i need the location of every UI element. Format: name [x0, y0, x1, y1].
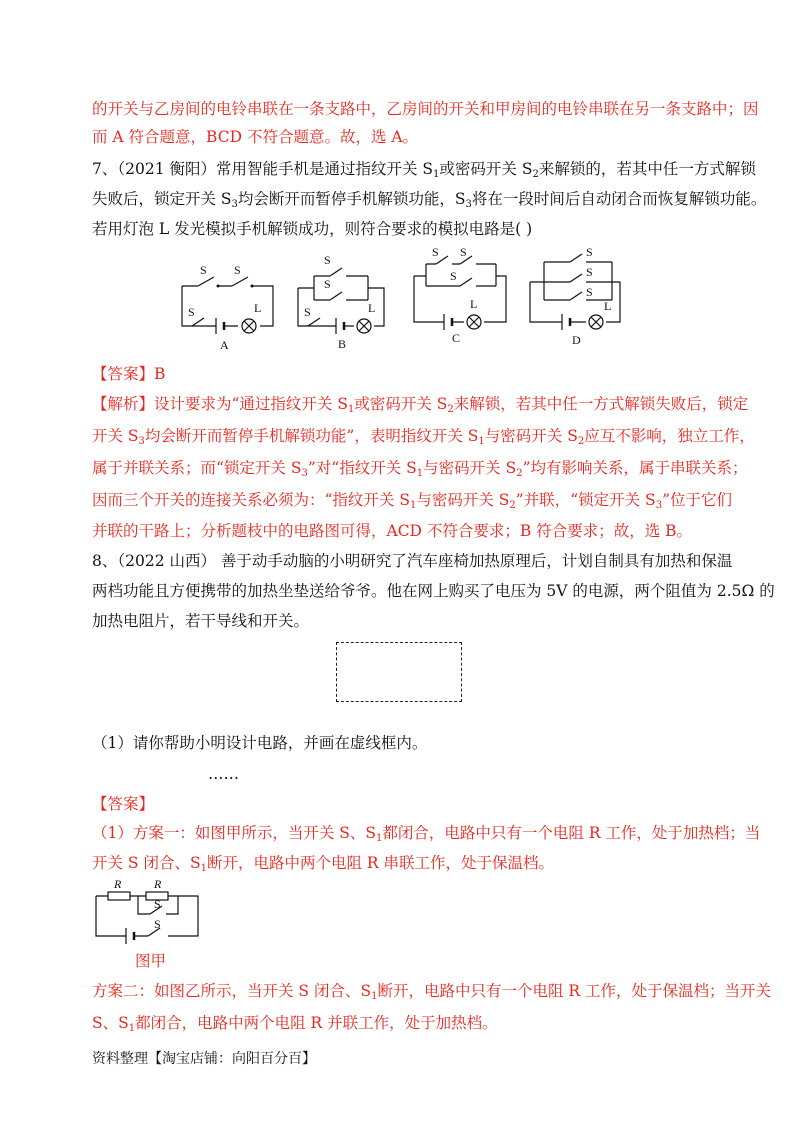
svg-text:L: L — [254, 301, 262, 315]
q8-subquestion-1: （1）请你帮助小明设计电路，并画在虚线框内。 — [92, 734, 428, 752]
svg-text:L: L — [604, 299, 612, 313]
svg-text:L: L — [368, 301, 376, 315]
figure-jia-caption: 图甲 — [135, 952, 167, 970]
q7-analysis-2: 开关 $S_3$均会断开而暂停手机解锁功能”，表明指纹开关 $S_1$与密码开关 $S_2$应互不影响，独立工作， — [92, 427, 755, 447]
svg-text:S: S — [450, 269, 457, 283]
q8-answer-1: （1）方案一：如图甲所示，当开关 S、$S_1$都闭合，电路中只有一个电阻 R 工作，处于加热档；当 — [92, 824, 761, 844]
svg-text:S: S — [154, 897, 161, 911]
svg-text:R: R — [154, 877, 162, 891]
q8-line-1: 8、（2022 山西） 善于动手动脑的小明研究了汽车座椅加热原理后，计划自制具有加热和保温 — [92, 552, 733, 570]
svg-text:A: A — [220, 338, 229, 351]
svg-text:S: S — [234, 263, 241, 277]
svg-text:R: R — [114, 877, 122, 891]
q7-analysis-5: 并联的干路上；分析题枝中的电路图可得，ACD 不符合要求；B 符合要求；故，选 B。 — [92, 522, 693, 540]
svg-text:C: C — [452, 331, 461, 345]
dashed-drawing-box — [336, 642, 462, 702]
option-c-circuit — [410, 246, 510, 346]
option-d-circuit — [526, 244, 626, 348]
q7-line-2: 失败后，锁定开关 $S_3$均会断开而暂停手机解锁功能，$S_3$将在一段时间后自动闭合而恢复解锁功能。 — [92, 190, 767, 210]
svg-text:L: L — [470, 297, 478, 311]
option-a-circuit — [178, 256, 278, 351]
svg-text:S: S — [586, 245, 593, 259]
svg-text:S: S — [200, 263, 207, 277]
svg-text:S: S — [324, 253, 331, 267]
q8-answer-tag: 【答案】 — [92, 795, 155, 813]
option-b-circuit — [294, 250, 394, 350]
svg-text:S: S — [304, 305, 311, 319]
q7-analysis-1: 【解析】设计要求为“通过指纹开关 $S_1$或密码开关 $S_2$来解锁，若其中任一方式解锁失败后，锁定 — [92, 395, 749, 415]
svg-text:S: S — [324, 277, 331, 291]
ellipsis: …… — [208, 765, 239, 783]
svg-text:S: S — [154, 917, 161, 931]
prev-analysis-line-2: 而 A 符合题意，BCD 不符合题意。故，选 A。 — [92, 128, 419, 146]
svg-text:S: S — [460, 246, 467, 259]
svg-text:B: B — [338, 337, 347, 350]
q7-line-3: 若用灯泡 L 发光模拟手机解锁成功，则符合要求的模拟电路是( ) — [92, 220, 533, 238]
q7-answer: 【答案】B — [92, 365, 166, 383]
q8-answer-2: 开关 S 闭合、$S_1$断开，电路中两个电阻 R 串联工作，处于保温档。 — [92, 854, 554, 874]
q7-line-1: 7、（2021 衡阳）常用智能手机是通过指纹开关 $S_1$或密码开关 $S_2$来解锁的，若其中任一方式解锁 — [92, 160, 756, 180]
q8-plan2-2: S、$S_1$都闭合，电路中两个电阻 R 并联工作，处于加热档。 — [92, 1014, 498, 1034]
q7-analysis-3: 属于并联关系；而“锁定开关 $S_3$”对“指纹开关 $S_1$与密码开关 $S_2$”均有影响关系，属于串联关系； — [92, 459, 748, 479]
q8-line-2: 两档功能且方便携带的加热坐垫送给爷爷。他在网上购买了电压为 5V 的电源，两个阻值为 2.5Ω 的 — [92, 582, 775, 600]
q8-plan2-1: 方案二：如图乙所示，当开关 S 闭合、$S_1$断开，电路中只有一个电阻 R 工作，处于保温档；当开关 — [92, 982, 771, 1002]
q8-line-3: 加热电阻片，若干导线和开关。 — [92, 612, 310, 630]
footer-note: 资料整理【淘宝店铺：向阳百分百】 — [92, 1051, 316, 1067]
svg-text:S: S — [586, 265, 593, 279]
svg-text:S: S — [188, 305, 195, 319]
figure-jia-circuit — [94, 876, 206, 944]
svg-text:D: D — [572, 333, 581, 347]
q7-analysis-4: 因而三个开关的连接关系必须为：“指纹开关 $S_1$与密码开关 $S_2$”并联，“锁定开关 $S_3$”位于它们 — [92, 491, 732, 511]
prev-analysis-line-1: 的开关与乙房间的电铃串联在一条支路中，乙房间的开关和甲房间的电铃串联在另一条支路中；因 — [92, 100, 759, 118]
svg-text:S: S — [586, 285, 593, 299]
svg-text:S: S — [432, 246, 439, 259]
